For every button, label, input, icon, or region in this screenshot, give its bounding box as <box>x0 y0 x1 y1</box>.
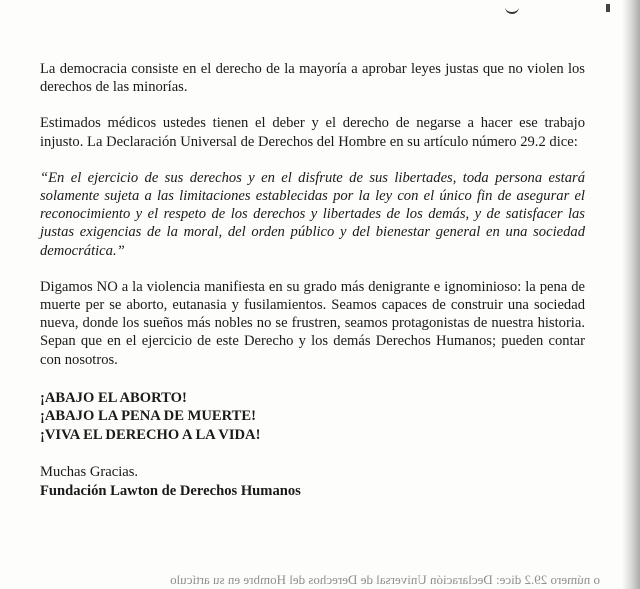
bleed-through-text: o número 29.2 dice: Declaración Universal de Derechos del Hombre en su artículo <box>170 572 600 587</box>
slogan-line: ¡ABAJO EL ABORTO! <box>40 389 187 406</box>
closing-block <box>40 463 585 499</box>
organization-signature: Fundación Lawton de Derechos Humanos <box>40 482 301 499</box>
scan-speck <box>606 4 610 12</box>
paragraph-democracy: La democracia consiste en el derecho de la mayoría a aprobar leyes justas que no violen los derechos de las minorías. <box>40 61 585 96</box>
paragraph-doctors: Estimados médicos ustedes tienen el deber y el derecho de negarse a hacer ese trabajo injusto. La Declaración Universal de Derechos del Hombre en su artículo número 29.2 dice: <box>40 115 585 150</box>
slogans-block <box>40 389 585 445</box>
slogan-line: ¡ABAJO LA PENA DE MUERTE! <box>40 408 256 425</box>
document-body <box>40 60 585 500</box>
paragraph-violence: Digamos NO a la violencia manifiesta en su grado más denigrante e ignominioso: la pena de muerte per se aborto, eutanasia y fusilamientos. Seamos capaces de construir una sociedad nueva, donde los sueños más nobles no se frustren, seamos protagonistas de nuestra historia. Sepan que en el ejercicio de este Derecho y los demás Derechos Humanos; pueden contar con nosotros. <box>40 278 585 368</box>
declaration-quote: “En el ejercicio de sus derechos y en el disfrute de sus libertades, toda persona estará solamente sujeta a las limitaciones establecidas por la ley con el único fin de asegurar el reconocimiento y el respeto de los derechos y libertades de los demás, y de satisfacer las justas exigencias de la moral, del orden público y del bienestar general en una sociedad democrática.” <box>40 169 585 259</box>
scan-mark <box>505 0 519 14</box>
slogan-line: ¡VIVA EL DERECHO A LA VIDA! <box>40 426 261 443</box>
thanks-line: Muchas Gracias. <box>40 464 139 481</box>
scan-shadow-edge <box>622 0 640 589</box>
